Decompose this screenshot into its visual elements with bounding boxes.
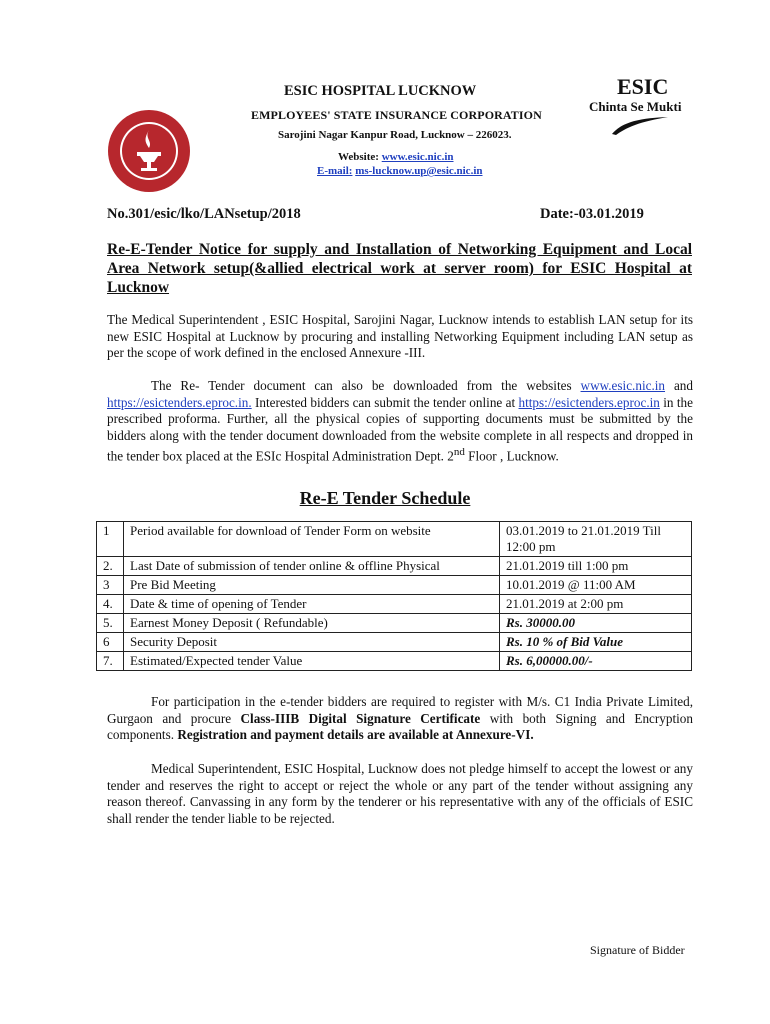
website-line [338, 151, 454, 163]
swoosh-logo-icon [610, 114, 670, 136]
para4-text: Medical Superintendent, ESIC Hospital, Lucknow does not pledge himself to accept the lowest or any tender and reserves the right to accept or reject the whole or any part of the tender without assigning any reason thereof. Canvassing in any form by the tenderer or his representative with any of the officials of ESIC shall render the tender liable to be rejected. [107, 761, 693, 826]
schedule-cell-item: Earnest Money Deposit ( Refundable) [124, 614, 500, 633]
para2-text-5: Floor , Lucknow. [464, 448, 559, 464]
signature-label: Signature of Bidder [590, 943, 685, 957]
schedule-cell-value: Rs. 10 % of Bid Value [500, 633, 692, 652]
schedule-row [97, 557, 692, 576]
para3-text-2: with both Signing and Encryption components. [107, 710, 693, 743]
para3-text-1: For participation in the e-tender bidders are required to register with M/s. C1 India Private Limited, Gurgaon and procure [107, 694, 693, 726]
schedule-cell-no: 7. [97, 652, 124, 671]
schedule-row [97, 522, 692, 557]
schedule-cell-item: Date & time of opening of Tender [124, 595, 500, 614]
schedule-cell-value: 21.01.2019 at 2:00 pm [500, 595, 692, 614]
para3-bold-1: Class-IIIB Digital Signature Certificate [240, 710, 481, 726]
download-paragraph [107, 378, 693, 465]
registration-paragraph [107, 694, 693, 744]
notice-title: Re-E-Tender Notice for supply and Installation of Networking Equipment and Local Area Network setup(&allied electrical work at server room) for ESIC Hospital at Lucknow [107, 241, 692, 296]
reference-number: No.301/esic/lko/LANsetup/2018 [107, 206, 301, 222]
schedule-cell-no: 5. [97, 614, 124, 633]
para2-text-4: in the prescribed proforma. Further, all the physical copies of supporting documents must be submitted by the bidders along with the tender document downloaded from the website complete in all respects and dropped in the tender box placed at the ESIc Hospital Administration Dept. 2 [107, 394, 693, 464]
brand-tagline: Chinta Se Mukti [589, 99, 682, 114]
schedule-cell-item: Pre Bid Meeting [124, 576, 500, 595]
schedule-title: Re-E Tender Schedule [299, 488, 471, 508]
schedule-row [97, 652, 692, 671]
eproc-link-1[interactable]: https://esictenders.eproc.in. [107, 394, 252, 410]
reference-date: Date:-03.01.2019 [540, 206, 644, 222]
esic-website-link[interactable]: www.esic.nic.in [580, 378, 666, 393]
org-title: ESIC HOSPITAL LUCKNOW [284, 83, 477, 99]
email-line [317, 165, 483, 177]
website-link[interactable]: www.esic.nic.in [381, 151, 454, 163]
schedule-cell-item: Security Deposit [124, 633, 500, 652]
para3-bold-2: Registration and payment details are available at Annexure-VI. [177, 727, 534, 743]
schedule-row [97, 633, 692, 652]
brand-name: ESIC [617, 74, 669, 99]
website-label: Website: [338, 151, 379, 163]
disclaimer-paragraph [107, 761, 693, 827]
email-label[interactable]: E-mail: [317, 165, 353, 177]
email-link[interactable]: ms-lucknow.up@esic.nic.in [355, 165, 483, 177]
schedule-row [97, 614, 692, 633]
schedule-cell-no: 6 [97, 633, 124, 652]
schedule-cell-value: 21.01.2019 till 1:00 pm [500, 557, 692, 576]
schedule-row [97, 595, 692, 614]
schedule-cell-value: Rs. 30000.00 [500, 614, 692, 633]
schedule-cell-item: Last Date of submission of tender online & offline Physical [124, 557, 500, 576]
schedule-cell-value: 10.01.2019 @ 11:00 AM [500, 576, 692, 595]
schedule-cell-value: Rs. 6,00000.00/- [500, 652, 692, 671]
schedule-cell-no: 3 [97, 576, 124, 595]
org-subtitle: EMPLOYEES' STATE INSURANCE CORPORATION [251, 108, 542, 122]
schedule-row [97, 576, 692, 595]
para2-superscript: nd [453, 446, 465, 459]
schedule-cell-item: Estimated/Expected tender Value [124, 652, 500, 671]
schedule-cell-value: 03.01.2019 to 21.01.2019 Till 12:00 pm [500, 522, 692, 557]
para2-text-2: and [665, 378, 693, 393]
para2-text-1: The Re- Tender document can also be downloaded from the websites [151, 378, 581, 393]
schedule-table [96, 521, 692, 671]
para2-text-3: Interested bidders can submit the tender online at [251, 394, 519, 410]
intro-paragraph: The Medical Superintendent , ESIC Hospital, Sarojini Nagar, Lucknow intends to establish LAN setup for its new ESIC Hospital at Lucknow by procuring and installing Networking Equipment including LAN setup as per the scope of work defined in the enclosed Annexure -III. [107, 312, 693, 361]
schedule-cell-no: 1 [97, 522, 124, 557]
schedule-cell-item: Period available for download of Tender Form on website [124, 522, 500, 557]
schedule-cell-no: 4. [97, 595, 124, 614]
eproc-link-2[interactable]: https://esictenders.eproc.in [518, 394, 660, 410]
org-address: Sarojini Nagar Kanpur Road, Lucknow – 226023. [278, 129, 512, 141]
esic-seal-logo [106, 108, 192, 194]
schedule-cell-no: 2. [97, 557, 124, 576]
